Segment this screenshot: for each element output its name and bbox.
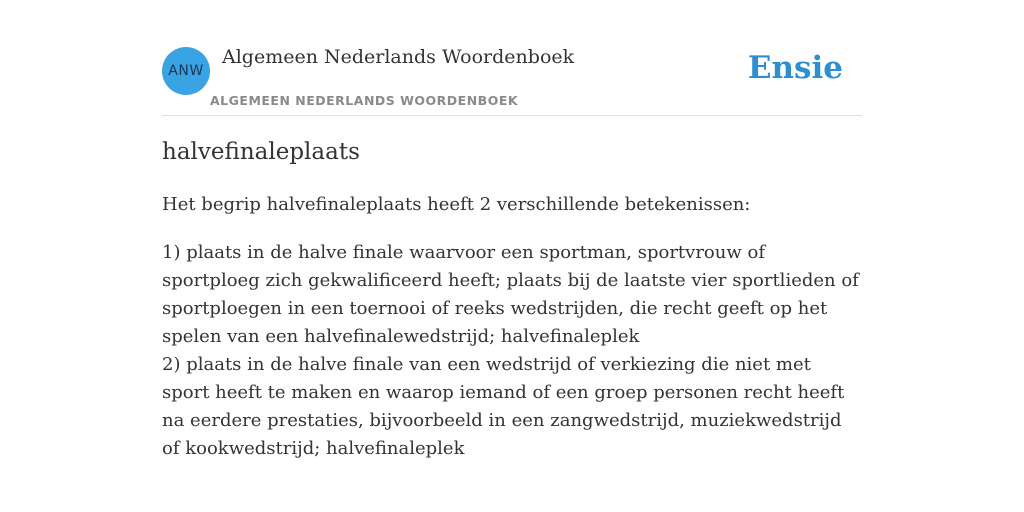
content bbox=[162, 0, 862, 459]
anw-logo[interactable] bbox=[162, 47, 210, 95]
intro-text: Het begrip halvefinaleplaats heeft 2 verschillende betekenissen: bbox=[162, 194, 751, 215]
dictionary-subtitle: ALGEMEEN NEDERLANDS WOORDENBOEK bbox=[210, 93, 519, 108]
dictionary-title[interactable]: Algemeen Nederlands Woordenboek bbox=[222, 46, 575, 68]
ensie-logo[interactable]: Ensie bbox=[747, 50, 843, 86]
definition-item: 1) plaats in de halve finale waarvoor een sportman, sportvrouw of sportploeg zich gekwalificeerd heeft; plaats bij de laatste vier sportlieden of sportploegen in een toernooi of reeks wedstrijden, die recht geeft op het spelen van een halvefinalewedstrijd; halvefinaleplek bbox=[162, 242, 859, 347]
logo-text: ANW bbox=[168, 63, 204, 79]
header bbox=[162, 0, 862, 116]
definition-item: 2) plaats in de halve finale van een wedstrijd of verkiezing die niet met sport heeft te maken en waarop iemand of een groep personen recht heeft na eerdere prestaties, bijvoorbeeld in een zangwedstrijd, muziekwedstrijd of kookwedstrijd; halvefinaleplek bbox=[162, 354, 845, 459]
definitions-list bbox=[162, 239, 862, 463]
page-title: halvefinaleplaats bbox=[162, 139, 360, 165]
